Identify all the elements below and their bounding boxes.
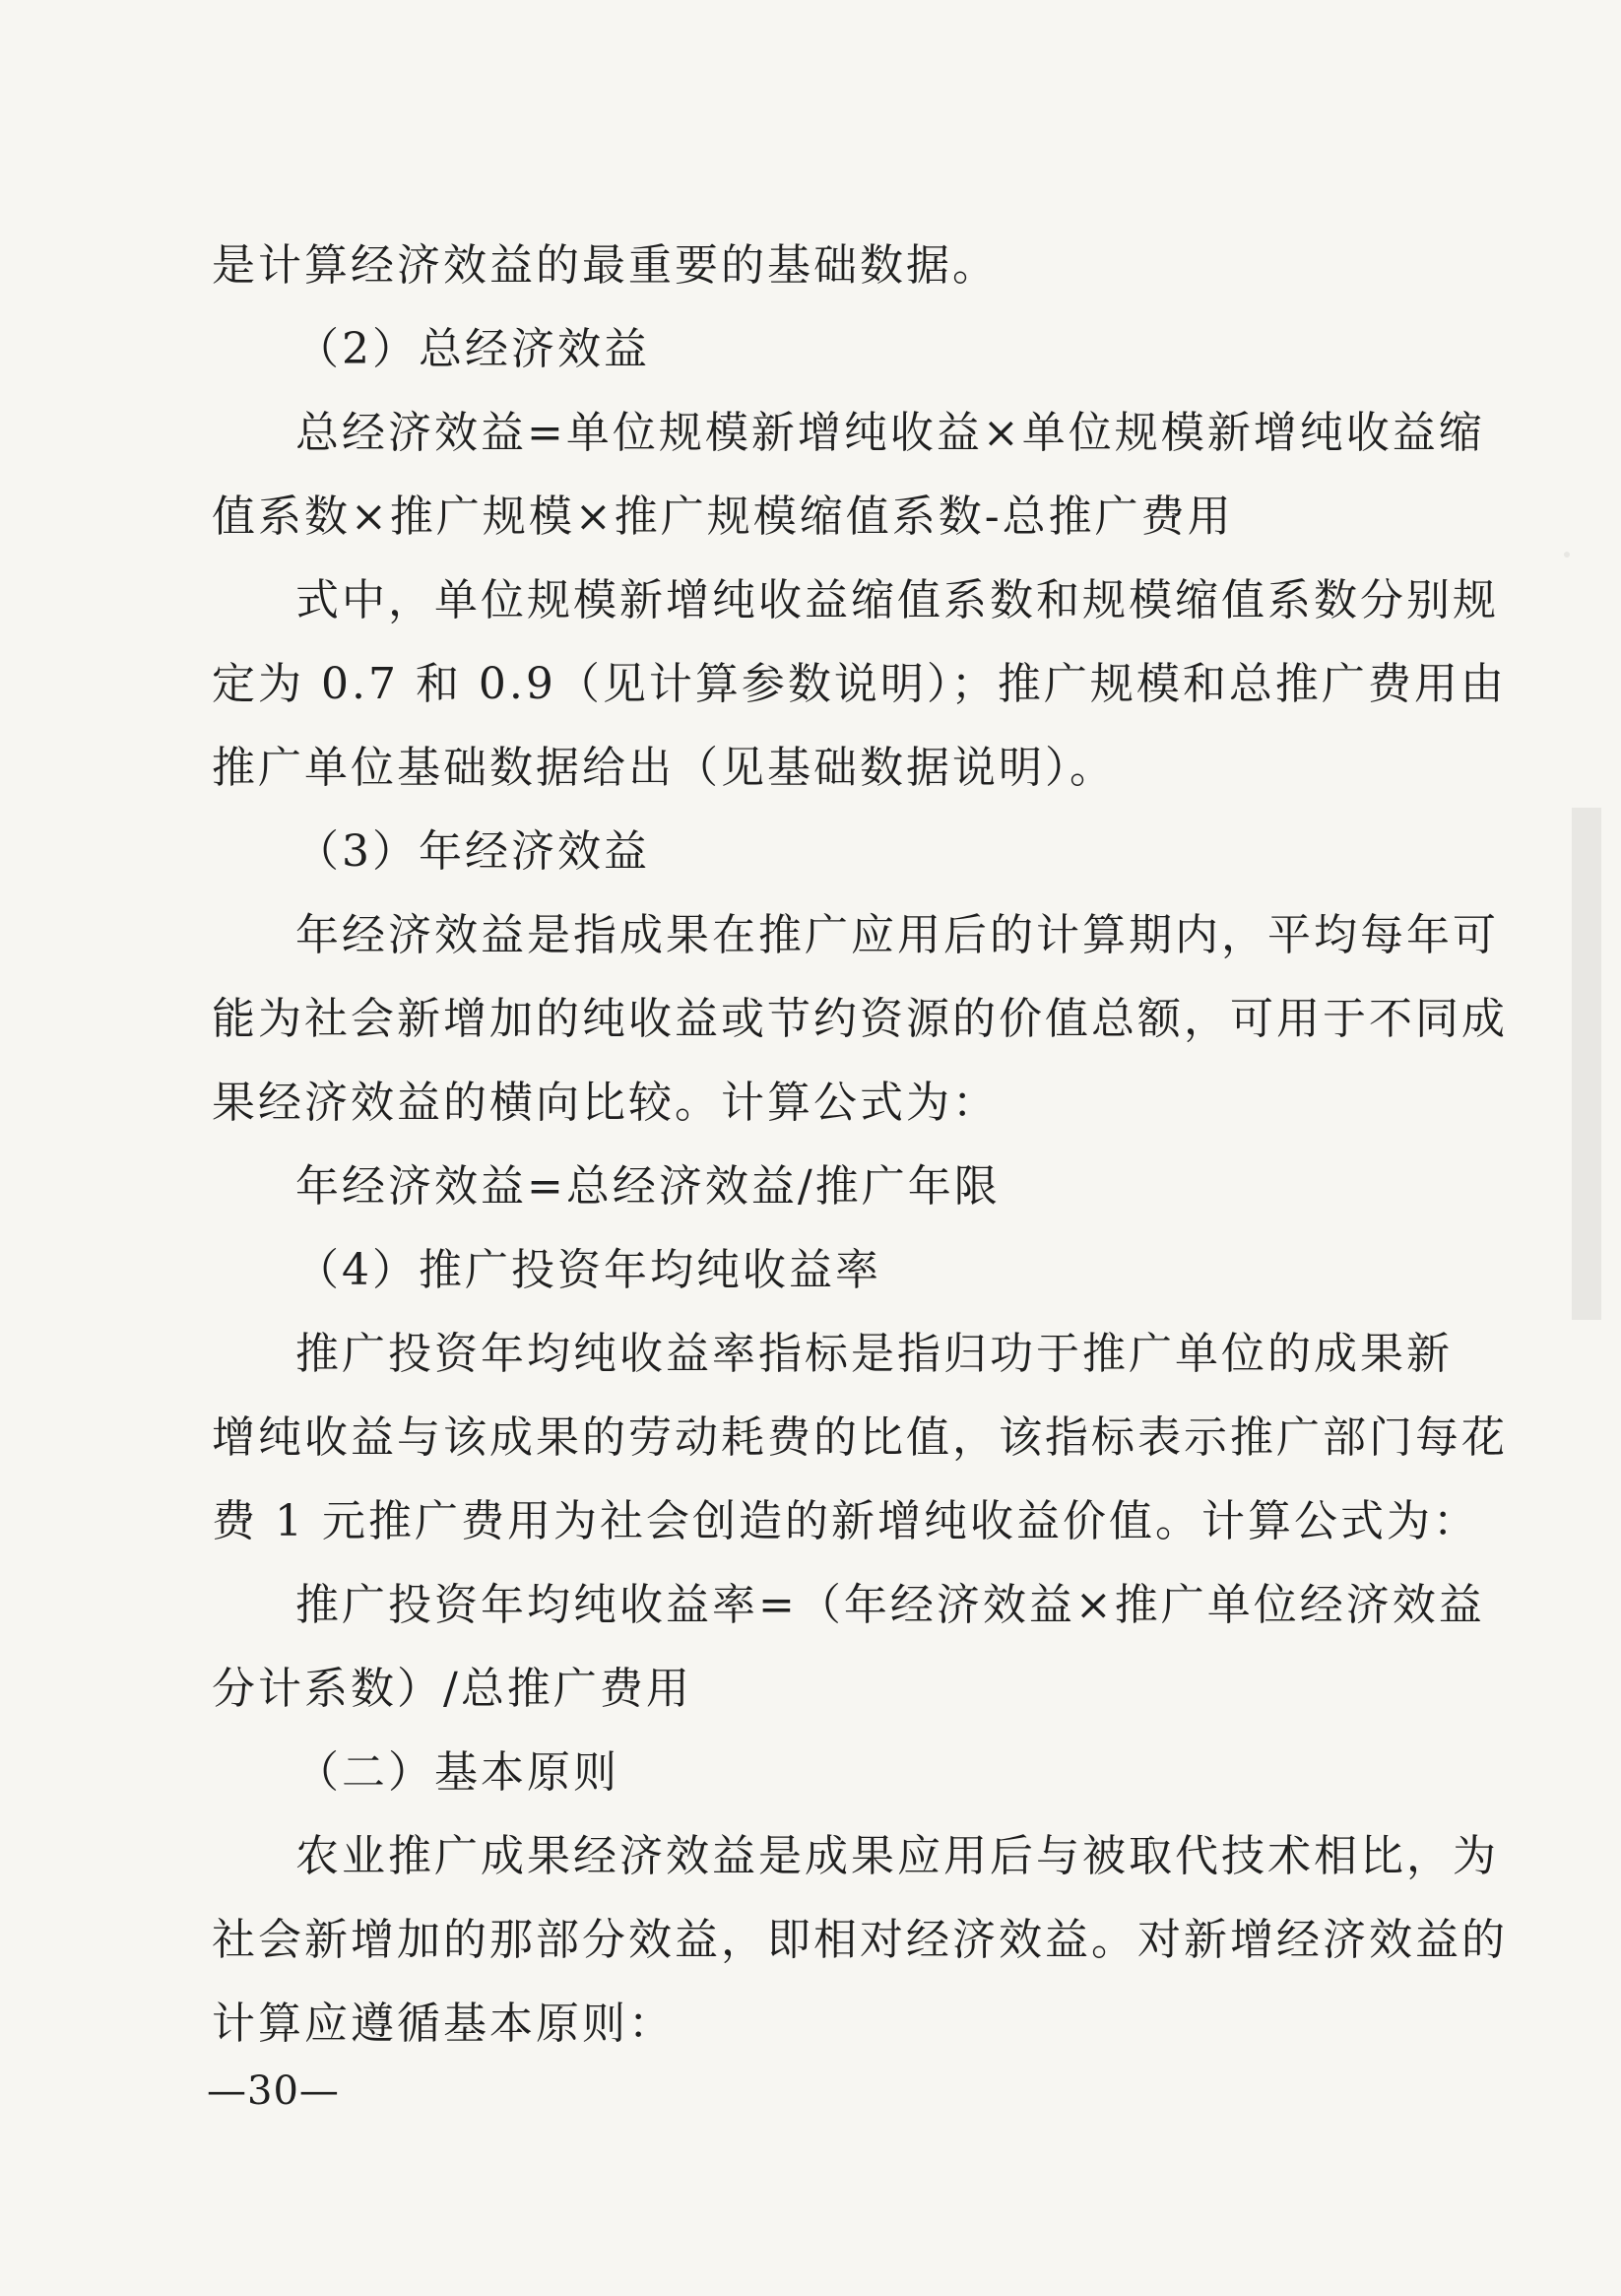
formula-total-benefit-line-2: 值系数×推广规模×推广规模缩值系数-总推广费用 <box>212 492 1234 542</box>
section-heading-total-benefit: （2）总经济效益 <box>295 324 650 374</box>
paragraph-coefficients-line-1: 式中，单位规模新增纯收益缩值系数和规模缩值系数分别规 <box>295 575 1499 625</box>
paragraph-principles-line-1: 农业推广成果经济效益是成果应用后与被取代技术相比，为 <box>295 1831 1499 1881</box>
paragraph-principles-line-3: 计算应遵循基本原则： <box>212 1999 675 2049</box>
formula-return-rate-line-2: 分计系数）/总推广费用 <box>212 1664 692 1714</box>
paragraph-principles-line-2: 社会新增加的那部分效益，即相对经济效益。对新增经济效益的 <box>212 1915 1508 1965</box>
scan-dust-mark <box>1564 552 1570 558</box>
section-heading-return-rate: （4）推广投资年均纯收益率 <box>295 1245 881 1295</box>
paragraph-return-rate-line-2: 增纯收益与该成果的劳动耗费的比值，该指标表示推广部门每花 <box>212 1412 1508 1463</box>
scan-shadow-mark <box>1572 808 1601 1320</box>
formula-return-rate-line-1: 推广投资年均纯收益率=（年经济效益×推广单位经济效益 <box>295 1580 1485 1630</box>
paragraph-return-rate-line-3: 费 1 元推广费用为社会创造的新增纯收益价值。计算公式为： <box>212 1496 1479 1546</box>
paragraph-annual-benefit-line-2: 能为社会新增加的纯收益或节约资源的价值总额，可用于不同成 <box>212 994 1508 1044</box>
page-number: —30— <box>207 2068 340 2114</box>
text-line-1: 是计算经济效益的最重要的基础数据。 <box>212 240 999 291</box>
section-heading-basic-principles: （二）基本原则 <box>295 1747 619 1798</box>
paragraph-coefficients-line-2: 定为 0.7 和 0.9（见计算参数说明）；推广规模和总推广费用由 <box>212 659 1507 709</box>
paragraph-annual-benefit-line-1: 年经济效益是指成果在推广应用后的计算期内，平均每年可 <box>295 910 1499 960</box>
paragraph-annual-benefit-line-3: 果经济效益的横向比较。计算公式为： <box>212 1078 999 1128</box>
formula-annual-benefit: 年经济效益=总经济效益/推广年限 <box>295 1161 1001 1212</box>
paragraph-coefficients-line-3: 推广单位基础数据给出（见基础数据说明）。 <box>212 743 1116 793</box>
formula-total-benefit-line-1: 总经济效益=单位规模新增纯收益×单位规模新增纯收益缩 <box>295 408 1485 458</box>
paragraph-return-rate-line-1: 推广投资年均纯收益率指标是指归功于推广单位的成果新 <box>295 1329 1453 1379</box>
section-heading-annual-benefit: （3）年经济效益 <box>295 826 650 877</box>
